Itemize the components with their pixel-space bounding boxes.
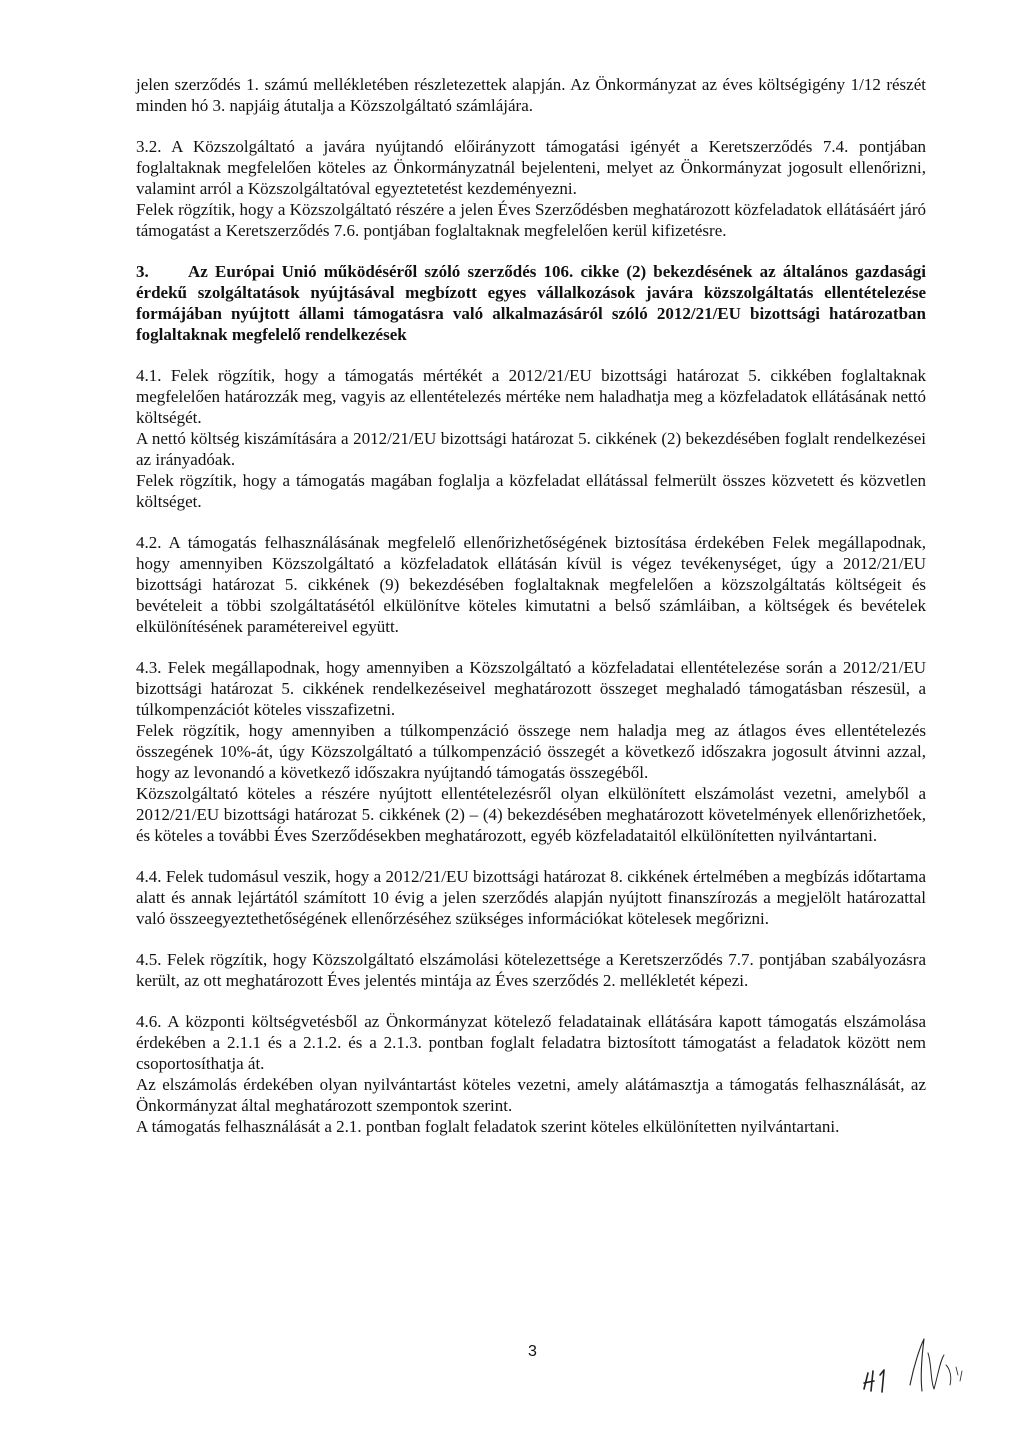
section-heading-3 [136, 261, 926, 345]
paragraph-4-6-records: Az elszámolás érdekében olyan nyilvántartást köteles vezetni, amely alátámasztja a támogatás felhasználását, az Önkormányzat által meghatározott szempontok szerint. [136, 1075, 926, 1115]
paragraph-4-1: 4.1. Felek rögzítik, hogy a támogatás mértékét a 2012/21/EU bizottsági határozat 5. cikkében foglaltaknak megfelelően határozzák meg, vagyis az ellentételezés mértéke nem haladhatja meg a közfeladatok ellátásának nettó költségét. [136, 366, 926, 427]
paragraph-4-2: 4.2. A támogatás felhasználásának megfelelő ellenőrizhetőségének biztosítása érdekében Felek megállapodnak, hogy amennyiben Közszolgáltató a közfeladatok ellátásán kívül is végez tevékenységet, úgy a 2012/21/EU bizottsági határozat 5. cikkének (9) bekezdésében foglaltaknak megfelelően a közszolgáltatás költségeit és bevételeit a többi szolgáltatásétól elkülönítve köteles kimutatni a belső számláiban, a költségek és bevételek elkülönítésének paramétereivel együtt. [136, 533, 926, 636]
paragraph-4-3-accounting: Közszolgáltató köteles a részére nyújtott ellentételezésről olyan elkülönített elszámolást vezetni, amelyből a 2012/21/EU bizottsági határozat 5. cikkének (2) – (4) bekezdésében meghatározott követelmények ellenőrizhetőek, és köteles a további Éves Szerződésekben meghatározott, egyéb közfeladataitól elkülönítetten nyilvántartani. [136, 784, 926, 845]
paragraph-4-6-separate: A támogatás felhasználását a 2.1. pontban foglalt feladatok szerint köteles elkülönítetten nyilvántartani. [136, 1117, 840, 1136]
paragraph-4-1-costs: Felek rögzítik, hogy a támogatás magában foglalja a közfeladat ellátással felmerült összes közvetett és közvetlen költséget. [136, 471, 926, 511]
page-number: 3 [528, 1343, 537, 1360]
paragraph-4-1-net-cost: A nettó költség kiszámítására a 2012/21/EU bizottsági határozat 5. cikkének (2) bekezdésében foglalt rendelkezései az irányadóak. [136, 429, 926, 469]
paragraph-4-6: 4.6. A központi költségvetésből az Önkormányzat kötelező feladatainak ellátására kapott támogatás elszámolása érdekében a 2.1.1 és a 2.1.2. és a 2.1.3. pontban foglalt feladatra biztosított támogatást a feladatok között nem csoportosíthatja át. [136, 1012, 926, 1073]
section-heading-text: Az Európai Unió működéséről szóló szerződés 106. cikke (2) bekezdésének az általános gazdasági érdekű szolgáltatások nyújtásával megbízott egyes vállalkozások javára közszolgáltatás ellentételezése formájában nyújtott állami támogatásra való alkalmazásáról szóló 2012/21/EU bizottsági határozatban foglaltaknak megfelelő rendelkezések [136, 262, 926, 344]
paragraph-4-5: 4.5. Felek rögzítik, hogy Közszolgáltató elszámolási kötelezettsége a Keretszerződés 7.7. pontjában szabályozásra került, az ott meghatározott Éves jelentés mintája az Éves szerződés 2. mellékletét képezi. [136, 950, 926, 990]
section-heading-number: 3. [136, 262, 149, 281]
handwritten-signature [840, 1325, 990, 1405]
paragraph-4-3: 4.3. Felek megállapodnak, hogy amennyiben a Közszolgáltató a közfeladatai ellentételezése során a 2012/21/EU bizottsági határozat 5. cikkének rendelkezéseivel meghatározott összeget meghaladó támogatásban részesül, a túlkompenzációt köteles visszafizetni. [136, 658, 926, 719]
document-body [136, 74, 926, 1137]
paragraph-3-2-payment: Felek rögzítik, hogy a Közszolgáltató részére a jelen Éves Szerződésben meghatározott közfeladatok ellátásáért járó támogatást a Keretszerződés 7.6. pontjában foglaltaknak megfelelően kerül kifizetésre. [136, 200, 926, 240]
paragraph-4-4: 4.4. Felek tudomásul veszik, hogy a 2012/21/EU bizottsági határozat 8. cikkének értelmében a megbízás időtartama alatt és annak lejártától számított 10 évig a jelen szerződés alapján nyújtott finanszírozás a megjelölt határozattal való összeegyeztethetőségének ellenőrzéséhez szükséges információkat kötelesek megőrizni. [136, 867, 926, 928]
paragraph-3-2: 3.2. A Közszolgáltató a javára nyújtandó előirányzott támogatási igényét a Keretszerződés 7.4. pontjában foglaltaknak megfelelően köteles az Önkormányzatnál bejelenteni, melyet az Önkormányzat jogosult ellenőrizni, valamint arról a Közszolgáltatóval egyeztetetést kezdeményezni. [136, 137, 926, 198]
paragraph-4-3-overcompensation: Felek rögzítik, hogy amennyiben a túlkompenzáció összege nem haladja meg az átlagos éves ellentételezés összegének 10%-át, úgy Közszolgáltató a túlkompenzáció összegét a következő időszakra jogosult átvinni azzal, hogy az levonandó a következő időszakra nyújtandó támogatás összegéből. [136, 721, 926, 782]
paragraph-continuation: jelen szerződés 1. számú mellékletében részletezettek alapján. Az Önkormányzat az éves költségigény 1/12 részét minden hó 3. napjáig átutalja a Közszolgáltató számlájára. [136, 75, 926, 115]
